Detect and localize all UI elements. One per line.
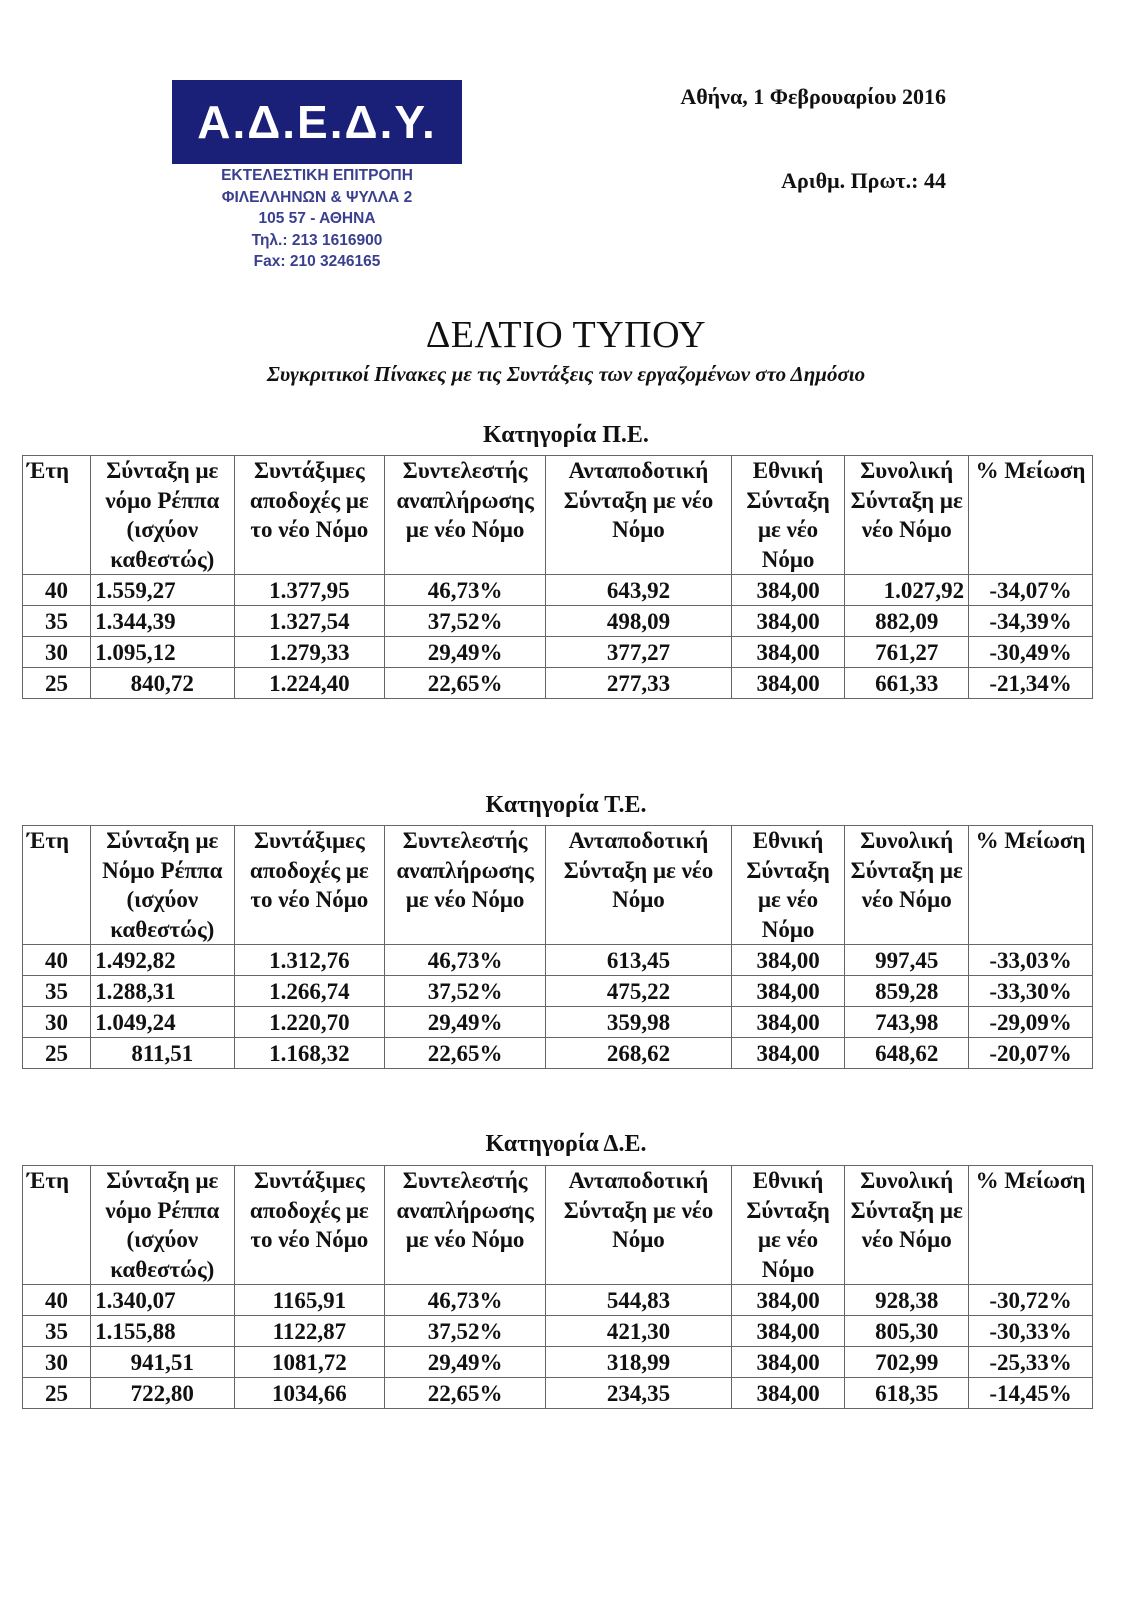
org-line: Fax: 210 3246165 — [253, 253, 381, 270]
cell-repa-pension: 722,80 — [91, 1378, 234, 1409]
cell-pensionable-earnings: 1.168,32 — [234, 1038, 385, 1069]
cell-replacement-rate: 29,49% — [385, 637, 546, 668]
cell-replacement-rate: 46,73% — [385, 1285, 546, 1316]
cell-years: 40 — [23, 945, 91, 976]
protocol-number: Αριθμ. Πρωτ.: 44 — [781, 168, 946, 193]
table-row — [23, 1038, 1093, 1069]
cell-repa-pension: 1.288,31 — [91, 976, 234, 1007]
cell-contributory-pension: 359,98 — [546, 1007, 732, 1038]
cell-total-pension: 997,45 — [845, 945, 969, 976]
cell-pensionable-earnings: 1.224,40 — [234, 668, 385, 699]
cell-reduction-percent: -33,30% — [969, 976, 1093, 1007]
cell-contributory-pension: 544,83 — [546, 1285, 732, 1316]
column-header-years: Έτη — [23, 1166, 91, 1285]
cell-replacement-rate: 46,73% — [385, 945, 546, 976]
cell-years: 35 — [23, 1316, 91, 1347]
cell-replacement-rate: 29,49% — [385, 1007, 546, 1038]
cell-repa-pension: 840,72 — [91, 668, 234, 699]
cell-years: 40 — [23, 1285, 91, 1316]
org-line: ΕΚΤΕΛΕΣΤΙΚΗ ΕΠΙΤΡΟΠΗ — [221, 167, 413, 184]
cell-repa-pension: 1.049,24 — [91, 1007, 234, 1038]
cell-pensionable-earnings: 1.279,33 — [234, 637, 385, 668]
cell-total-pension: 882,09 — [845, 606, 969, 637]
column-header-total-pension: Συνολική Σύνταξη με νέο Νόμο — [845, 1166, 969, 1285]
cell-repa-pension: 1.155,88 — [91, 1316, 234, 1347]
pension-table-de — [22, 1165, 1093, 1409]
cell-years: 30 — [23, 1347, 91, 1378]
cell-repa-pension: 811,51 — [91, 1038, 234, 1069]
org-line: Τηλ.: 213 1616900 — [251, 231, 383, 249]
table-row — [23, 606, 1093, 637]
cell-reduction-percent: -34,39% — [969, 606, 1093, 637]
cell-years: 25 — [23, 1038, 91, 1069]
column-header-repa-pension: Σύνταξη με νόμο Ρέππα (ισχύον καθεστώς) — [91, 456, 234, 575]
cell-contributory-pension: 377,27 — [546, 637, 732, 668]
cell-national-pension: 384,00 — [731, 1285, 845, 1316]
cell-total-pension: 618,35 — [845, 1378, 969, 1409]
column-header-national-pension: Εθνική Σύνταξη με νέο Νόμο — [731, 826, 845, 945]
cell-years: 25 — [23, 668, 91, 699]
cell-years: 35 — [23, 606, 91, 637]
cell-replacement-rate: 22,65% — [385, 1378, 546, 1409]
column-header-reduction-percent: % Μείωση — [969, 826, 1093, 945]
cell-total-pension: 761,27 — [845, 637, 969, 668]
cell-total-pension: 661,33 — [845, 668, 969, 699]
cell-national-pension: 384,00 — [731, 976, 845, 1007]
cell-reduction-percent: -30,49% — [969, 637, 1093, 668]
cell-national-pension: 384,00 — [731, 945, 845, 976]
cell-contributory-pension: 643,92 — [546, 575, 732, 606]
cell-pensionable-earnings: 1.266,74 — [234, 976, 385, 1007]
column-header-contributory-pension: Ανταποδοτική Σύνταξη με νέο Νόμο — [546, 826, 732, 945]
cell-pensionable-earnings: 1.220,70 — [234, 1007, 385, 1038]
column-header-years: Έτη — [23, 456, 91, 575]
table-header-row — [23, 456, 1093, 575]
column-header-repa-pension: Σύνταξη με Νόμο Ρέππα (ισχύον καθεστώς) — [91, 826, 234, 945]
cell-years: 30 — [23, 1007, 91, 1038]
column-header-years: Έτη — [23, 826, 91, 945]
table-row — [23, 1007, 1093, 1038]
table-row — [23, 1316, 1093, 1347]
cell-total-pension: 648,62 — [845, 1038, 969, 1069]
cell-contributory-pension: 613,45 — [546, 945, 732, 976]
table-header-row — [23, 1166, 1093, 1285]
cell-total-pension: 1.027,92 — [845, 575, 969, 606]
cell-national-pension: 384,00 — [731, 575, 845, 606]
org-line: ΦΙΛΕΛΛΗΝΩΝ & ΨΥΛΛΑ 2 — [221, 188, 413, 206]
cell-repa-pension: 941,51 — [91, 1347, 234, 1378]
cell-replacement-rate: 22,65% — [385, 668, 546, 699]
cell-years: 25 — [23, 1378, 91, 1409]
column-header-contributory-pension: Ανταποδοτική Σύνταξη με νέο Νόμο — [546, 1166, 732, 1285]
table-row — [23, 575, 1093, 606]
cell-repa-pension: 1.492,82 — [91, 945, 234, 976]
cell-total-pension: 702,99 — [845, 1347, 969, 1378]
cell-pensionable-earnings: 1165,91 — [234, 1285, 385, 1316]
cell-reduction-percent: -14,45% — [969, 1378, 1093, 1409]
column-header-national-pension: Εθνική Σύνταξη με νέο Νόμο — [731, 456, 845, 575]
column-header-pensionable-earnings: Συντάξιμες αποδοχές με το νέο Νόμο — [234, 1166, 385, 1285]
cell-contributory-pension: 277,33 — [546, 668, 732, 699]
cell-national-pension: 384,00 — [731, 1316, 845, 1347]
column-header-contributory-pension: Ανταποδοτική Σύνταξη με νέο Νόμο — [546, 456, 732, 575]
cell-years: 40 — [23, 575, 91, 606]
cell-reduction-percent: -33,03% — [969, 945, 1093, 976]
cell-pensionable-earnings: 1.377,95 — [234, 575, 385, 606]
cell-contributory-pension: 318,99 — [546, 1347, 732, 1378]
column-header-repa-pension: Σύνταξη με νόμο Ρέππα (ισχύον καθεστώς) — [91, 1166, 234, 1285]
cell-total-pension: 928,38 — [845, 1285, 969, 1316]
cell-reduction-percent: -20,07% — [969, 1038, 1093, 1069]
cell-replacement-rate: 46,73% — [385, 575, 546, 606]
column-header-pensionable-earnings: Συντάξιμες αποδοχές με το νέο Νόμο — [234, 826, 385, 945]
column-header-pensionable-earnings: Συντάξιμες αποδοχές με το νέο Νόμο — [234, 456, 385, 575]
organization-address — [172, 165, 462, 273]
cell-repa-pension: 1.095,12 — [91, 637, 234, 668]
table-row — [23, 1378, 1093, 1409]
cell-reduction-percent: -34,07% — [969, 575, 1093, 606]
table-row — [23, 637, 1093, 668]
cell-reduction-percent: -29,09% — [969, 1007, 1093, 1038]
table-row — [23, 1347, 1093, 1378]
cell-pensionable-earnings: 1034,66 — [234, 1378, 385, 1409]
cell-contributory-pension: 268,62 — [546, 1038, 732, 1069]
cell-pensionable-earnings: 1122,87 — [234, 1316, 385, 1347]
cell-national-pension: 384,00 — [731, 1038, 845, 1069]
cell-replacement-rate: 29,49% — [385, 1347, 546, 1378]
pension-table-pe — [22, 455, 1093, 699]
cell-replacement-rate: 37,52% — [385, 1316, 546, 1347]
cell-contributory-pension: 421,30 — [546, 1316, 732, 1347]
table-header-row — [23, 826, 1093, 945]
cell-contributory-pension: 475,22 — [546, 976, 732, 1007]
cell-reduction-percent: -21,34% — [969, 668, 1093, 699]
cell-years: 35 — [23, 976, 91, 1007]
table-row — [23, 1285, 1093, 1316]
column-header-replacement-rate: Συντελεστής αναπλήρωσης με νέο Νόμο — [385, 456, 546, 575]
logo-text: Α.Δ.Ε.Δ.Υ. — [197, 96, 437, 148]
cell-national-pension: 384,00 — [731, 606, 845, 637]
cell-national-pension: 384,00 — [731, 637, 845, 668]
cell-pensionable-earnings: 1.327,54 — [234, 606, 385, 637]
column-header-reduction-percent: % Μείωση — [969, 1166, 1093, 1285]
cell-repa-pension: 1.559,27 — [91, 575, 234, 606]
page-title: ΔΕΛΤΙΟ ΤΥΠΟΥ — [425, 314, 707, 356]
cell-total-pension: 743,98 — [845, 1007, 969, 1038]
table-row — [23, 976, 1093, 1007]
category-title-pe: Κατηγορία Π.Ε. — [483, 422, 649, 448]
category-title-te: Κατηγορία Τ.Ε. — [485, 792, 647, 818]
org-line: 105 57 - ΑΘΗΝΑ — [258, 210, 376, 227]
cell-pensionable-earnings: 1.312,76 — [234, 945, 385, 976]
column-header-total-pension: Συνολική Σύνταξη με νέο Νόμο — [845, 826, 969, 945]
cell-national-pension: 384,00 — [731, 1347, 845, 1378]
cell-contributory-pension: 234,35 — [546, 1378, 732, 1409]
cell-pensionable-earnings: 1081,72 — [234, 1347, 385, 1378]
page-subtitle: Συγκριτικοί Πίνακες με τις Συντάξεις των εργαζομένων στο Δημόσιο — [266, 362, 866, 386]
column-header-total-pension: Συνολική Σύνταξη με νέο Νόμο — [845, 456, 969, 575]
cell-total-pension: 859,28 — [845, 976, 969, 1007]
cell-replacement-rate: 22,65% — [385, 1038, 546, 1069]
table-row — [23, 668, 1093, 699]
category-title-de: Κατηγορία Δ.Ε. — [485, 1131, 647, 1157]
table-row — [23, 945, 1093, 976]
document-date: Αθήνα, 1 Φεβρουαρίου 2016 — [680, 84, 946, 109]
column-header-replacement-rate: Συντελεστής αναπλήρωσης με νέο Νόμο — [385, 826, 546, 945]
cell-years: 30 — [23, 637, 91, 668]
column-header-replacement-rate: Συντελεστής αναπλήρωσης με νέο Νόμο — [385, 1166, 546, 1285]
cell-contributory-pension: 498,09 — [546, 606, 732, 637]
cell-repa-pension: 1.340,07 — [91, 1285, 234, 1316]
cell-national-pension: 384,00 — [731, 1378, 845, 1409]
cell-national-pension: 384,00 — [731, 668, 845, 699]
cell-reduction-percent: -30,72% — [969, 1285, 1093, 1316]
cell-national-pension: 384,00 — [731, 1007, 845, 1038]
column-header-national-pension: Εθνική Σύνταξη με νέο Νόμο — [731, 1166, 845, 1285]
column-header-reduction-percent: % Μείωση — [969, 456, 1093, 575]
cell-reduction-percent: -25,33% — [969, 1347, 1093, 1378]
cell-total-pension: 805,30 — [845, 1316, 969, 1347]
cell-replacement-rate: 37,52% — [385, 606, 546, 637]
pension-table-te — [22, 825, 1093, 1069]
adedy-logo — [172, 80, 462, 164]
cell-replacement-rate: 37,52% — [385, 976, 546, 1007]
cell-repa-pension: 1.344,39 — [91, 606, 234, 637]
cell-reduction-percent: -30,33% — [969, 1316, 1093, 1347]
